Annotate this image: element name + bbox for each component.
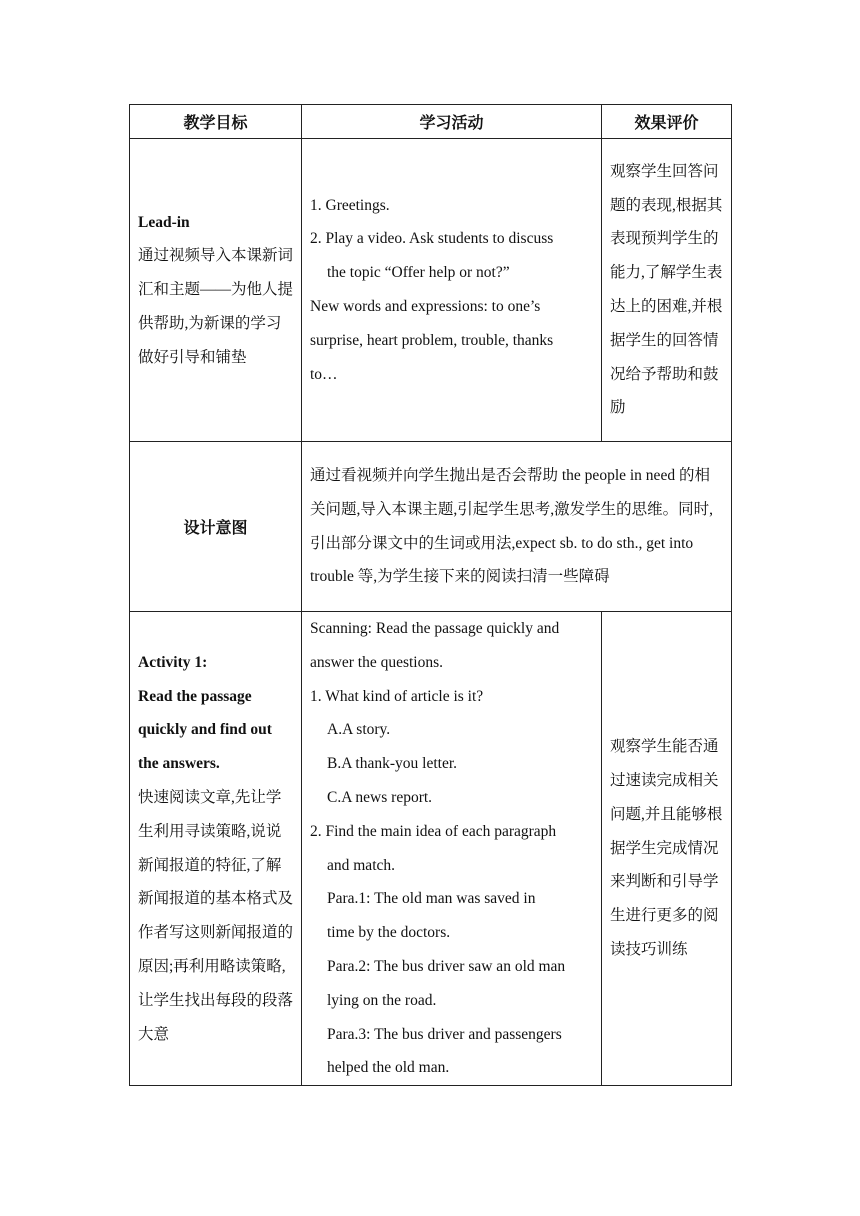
- leadin-activity-line: 1. Greetings.: [310, 196, 390, 214]
- leadin-activity-line: to…: [310, 365, 338, 383]
- activity1-goal-cell: [130, 612, 302, 1086]
- activity1-title: Activity 1:: [138, 653, 208, 671]
- activity1-para-item: lying on the road.: [327, 991, 437, 1009]
- leadin-goal: 通过视频导入本课新词汇和主题——为他人提供帮助,为新课的学习做好引导和铺垫: [138, 247, 294, 366]
- activity1-row: [130, 612, 732, 1086]
- activity1-line: and match.: [327, 856, 396, 874]
- activity1-evaluation: 观察学生能否通过速读完成相关问题,并且能够根据学生完成情况来判断和引导学生进行更多的阅读技巧训练: [610, 738, 723, 959]
- activity1-para-item: Para.1: The old man was saved in: [327, 890, 536, 908]
- activity1-option: B.A thank-you letter.: [327, 755, 458, 773]
- activity1-para-item: time by the doctors.: [327, 924, 451, 942]
- leadin-activity-line: 2. Play a video. Ask students to discuss: [310, 230, 554, 248]
- leadin-activity-cell: [302, 139, 602, 442]
- activity1-para-item: Para.3: The bus driver and passengers: [327, 1025, 562, 1043]
- leadin-activity-line: the topic “Offer help or not?”: [327, 264, 510, 282]
- leadin-goal-cell: [130, 139, 302, 442]
- activity1-title: the answers.: [138, 755, 220, 773]
- leadin-evaluation-cell: [602, 139, 732, 442]
- header-teaching-goal: 教学目标: [130, 105, 302, 139]
- leadin-row: [130, 139, 732, 442]
- activity1-option: A.A story.: [327, 721, 391, 739]
- activity1-title: quickly and find out: [138, 721, 272, 739]
- header-evaluation: 效果评价: [602, 105, 732, 139]
- activity1-para-item: helped the old man.: [327, 1059, 450, 1077]
- activity1-content-cell: [302, 612, 602, 1086]
- activity1-line: Scanning: Read the passage quickly and: [310, 620, 560, 637]
- activity1-title: Read the passage: [138, 687, 252, 705]
- activity1-para-item: Para.2: The bus driver saw an old man: [327, 957, 566, 975]
- activity1-goal: 快速阅读文章,先让学生利用寻读策略,说说新闻报道的特征,了解新闻报道的基本格式及作者写这则新闻报道的原因;再利用略读策略,让学生找出每段的段落大意: [138, 788, 294, 1043]
- design-row: [130, 442, 732, 612]
- leadin-evaluation: 观察学生回答问题的表现,根据其表现预判学生的能力,了解学生表达上的困难,并根据学生的回答情况给予帮助和鼓励: [610, 162, 723, 417]
- header-row: [130, 105, 732, 139]
- activity1-evaluation-cell: [602, 612, 732, 1086]
- activity1-line: 2. Find the main idea of each paragraph: [310, 822, 557, 840]
- leadin-activity-line: surprise, heart problem, trouble, thanks: [310, 331, 554, 349]
- lesson-plan-table: [129, 104, 732, 1086]
- design-label: 设计意图: [130, 442, 302, 612]
- activity1-line: 1. What kind of article is it?: [310, 687, 484, 705]
- header-learning-activity: 学习活动: [302, 105, 602, 139]
- leadin-title: Lead-in: [138, 213, 190, 231]
- leadin-activity-line: New words and expressions: to one’s: [310, 298, 541, 315]
- activity1-line: answer the questions.: [310, 653, 444, 671]
- design-text: 通过看视频并向学生抛出是否会帮助 the people in need 的相关问题,导入本课主题,引起学生思考,激发学生的思维。同时,引出部分课文中的生词或用法,expect sb. to do sth., get into trouble 等,为学生接下来的阅读扫清一些障碍: [302, 442, 732, 612]
- activity1-option: C.A news report.: [327, 788, 433, 806]
